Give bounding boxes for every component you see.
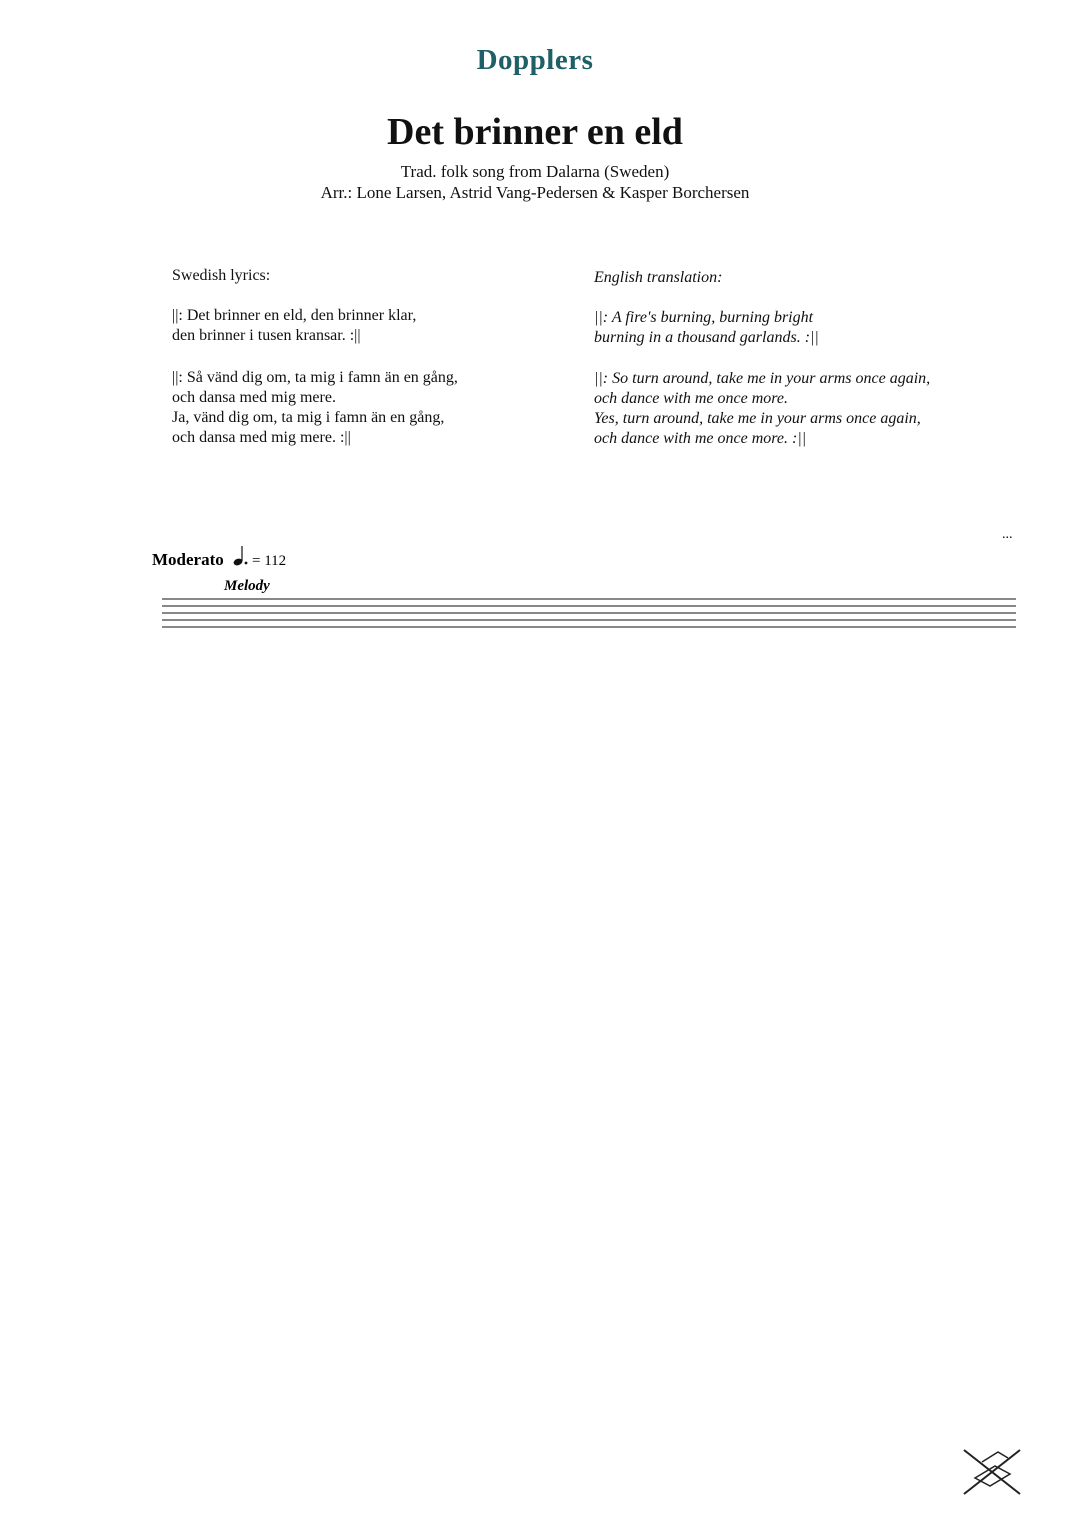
english-lyric-line: burning in a thousand garlands. :||	[594, 329, 819, 346]
tempo-value: = 112	[252, 553, 287, 569]
tempo-marking: Moderato	[152, 550, 224, 569]
brand-logo: Dopplers	[476, 44, 594, 76]
english-lyrics-heading: English translation:	[594, 269, 723, 286]
swedish-lyric-line: och dansa med mig mere.	[172, 389, 336, 406]
ellipsis-marker: ...	[1002, 527, 1013, 542]
swedish-lyric-line: Ja, vänd dig om, ta mig i famn än en gång,	[172, 409, 445, 426]
melody-label: Melody	[224, 578, 270, 594]
subtitle-arranger: Arr.: Lone Larsen, Astrid Vang-Pedersen & Kasper Borchersen	[320, 183, 750, 202]
english-lyric-line: ||: A fire's burning, burning bright	[594, 309, 814, 326]
page-title: Det brinner en eld	[387, 111, 683, 153]
english-lyric-line: och dance with me once more.	[594, 390, 789, 407]
no-copy-logo	[964, 1450, 1020, 1494]
swedish-lyric-line: den brinner i tusen kransar. :||	[172, 327, 361, 344]
english-lyric-line: Yes, turn around, take me in your arms once again,	[594, 410, 921, 427]
swedish-lyric-line: ||: Så vänd dig om, ta mig i famn än en gång,	[172, 369, 458, 386]
english-lyric-line: ||: So turn around, take me in your arms once again,	[594, 370, 931, 387]
subtitle-origin: Trad. folk song from Dalarna (Sweden)	[400, 162, 670, 181]
swedish-lyrics-heading: Swedish lyrics:	[172, 267, 271, 284]
swedish-lyric-line: ||: Det brinner en eld, den brinner klar,	[172, 307, 417, 324]
swedish-lyric-line: och dansa med mig mere. :||	[172, 429, 351, 446]
staff-alto-melody	[162, 599, 1016, 627]
english-lyric-line: och dance with me once more. :||	[594, 430, 807, 447]
